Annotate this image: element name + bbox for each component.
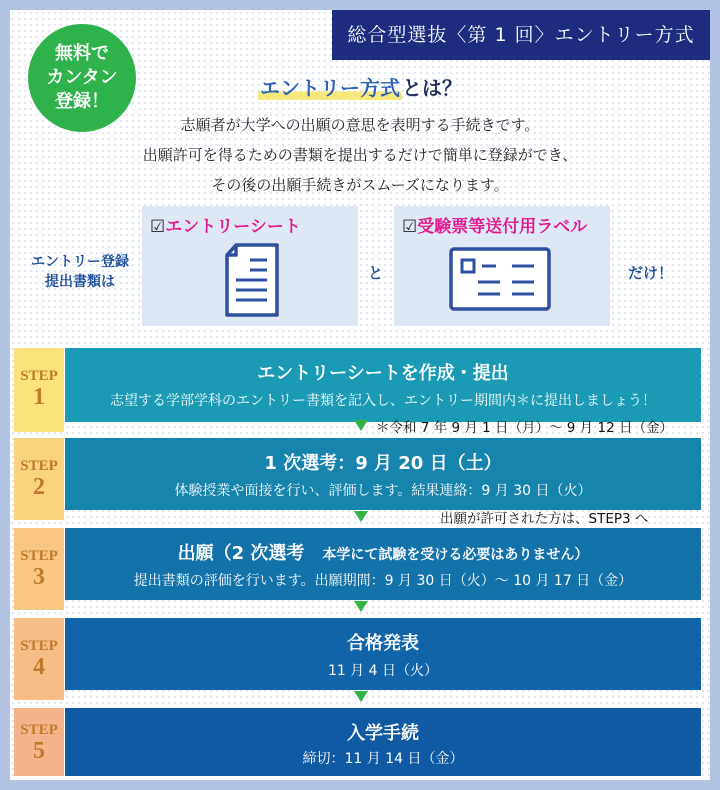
- step-title: 合格発表: [347, 633, 419, 654]
- badge-line: 無料で: [55, 43, 109, 64]
- step-word: STEP: [20, 458, 58, 474]
- step-tab-5: [14, 708, 64, 776]
- down-arrow-icon: [354, 601, 368, 612]
- badge-line: カンタン: [46, 67, 118, 88]
- step-title-main: 出願（2 次選考: [177, 543, 305, 564]
- step-title: 入学手続: [347, 723, 419, 744]
- step-word: STEP: [20, 638, 58, 654]
- step-word: STEP: [20, 548, 58, 564]
- flyer: [10, 10, 710, 780]
- checkbox-icon: ☑: [150, 217, 166, 237]
- entry-sheet-label: エントリーシート: [165, 217, 301, 237]
- step-label: [14, 458, 64, 500]
- label-card-title: [402, 212, 587, 237]
- down-arrow-icon: [354, 420, 368, 431]
- step-desc: 志望する学部学科のエントリー書類を記入し、エントリー期間内＊に提出しましょう！: [110, 393, 656, 409]
- step-number: 3: [33, 564, 45, 590]
- entry-sheet-title: [150, 212, 301, 237]
- suffix-text: だけ！: [628, 264, 674, 282]
- step-tab-3: [14, 528, 64, 610]
- step-number: 1: [33, 384, 45, 410]
- step-title-sub: 本学にて試験を受ける必要はありません）: [322, 547, 589, 563]
- step-desc: 締切：11 月 14 日（金）: [302, 751, 464, 767]
- down-arrow-icon: [354, 511, 368, 522]
- step-tab-2: [14, 438, 64, 520]
- label-card: [394, 206, 610, 326]
- intro-text: [10, 110, 710, 200]
- section-heading: [10, 72, 710, 101]
- down-arrow-icon: [354, 691, 368, 702]
- step-tab-4: [14, 618, 64, 700]
- step-title: エントリーシートを作成・提出: [257, 363, 509, 384]
- step-number: 2: [33, 474, 45, 500]
- intro-line: 志願者が大学への出願の意思を表明する手続きです。: [180, 116, 540, 134]
- checkbox-icon: ☑: [402, 217, 418, 237]
- step-box-4: [65, 618, 701, 690]
- intro-line: 出願許可を得るための書類を提出するだけで簡単に登録ができ、: [142, 146, 578, 164]
- step-desc: 11 月 4 日（火）: [327, 663, 439, 679]
- document-icon: [222, 242, 282, 318]
- step-tab-1: [14, 348, 64, 432]
- step-box-1: [65, 348, 701, 422]
- step-desc: 体験授業や面接を行い、評価します。結果連絡：9 月 30 日（火）: [174, 483, 592, 499]
- step-label: [14, 638, 64, 680]
- heading-rest: とは？: [402, 76, 462, 100]
- step-word: STEP: [20, 722, 58, 738]
- entry-period-note: ＊令和 7 年 9 月 1 日（月）～ 9 月 12 日（金）: [376, 420, 673, 436]
- label-card-label: 受験票等送付用ラベル: [417, 217, 588, 237]
- label-card-icon: [448, 246, 552, 312]
- documents-label: [16, 252, 144, 292]
- documents-label-line: エントリー登録: [31, 254, 129, 270]
- entry-sheet-card: [142, 206, 358, 326]
- step-box-3: [65, 528, 701, 600]
- step-desc: 提出書類の評価を行います。出願期間：9 月 30 日（火）～ 10 月 17 日（金）: [133, 573, 633, 589]
- conjunction-text: と: [368, 264, 384, 282]
- intro-line: その後の出願手続きがスムーズになります。: [211, 176, 509, 194]
- step-label: [14, 722, 64, 764]
- step-title: 1 次選考：9 月 20 日（土）: [264, 453, 502, 474]
- page-title: 総合型選抜〈第 1 回〉エントリー方式: [332, 10, 710, 60]
- step-label: [14, 548, 64, 590]
- step-box-2: [65, 438, 701, 510]
- step-number: 4: [33, 654, 45, 680]
- step-box-5: [65, 708, 701, 776]
- step3-note: 出願が許可された方は、STEP3 へ: [440, 511, 649, 527]
- step-label: [14, 368, 64, 410]
- heading-highlight: エントリー方式: [260, 76, 400, 100]
- documents-label-line: 提出書類は: [45, 274, 115, 290]
- badge-line: 登録！: [55, 91, 109, 112]
- step-title: [65, 539, 701, 565]
- step-number: 5: [33, 738, 45, 764]
- step-word: STEP: [20, 368, 58, 384]
